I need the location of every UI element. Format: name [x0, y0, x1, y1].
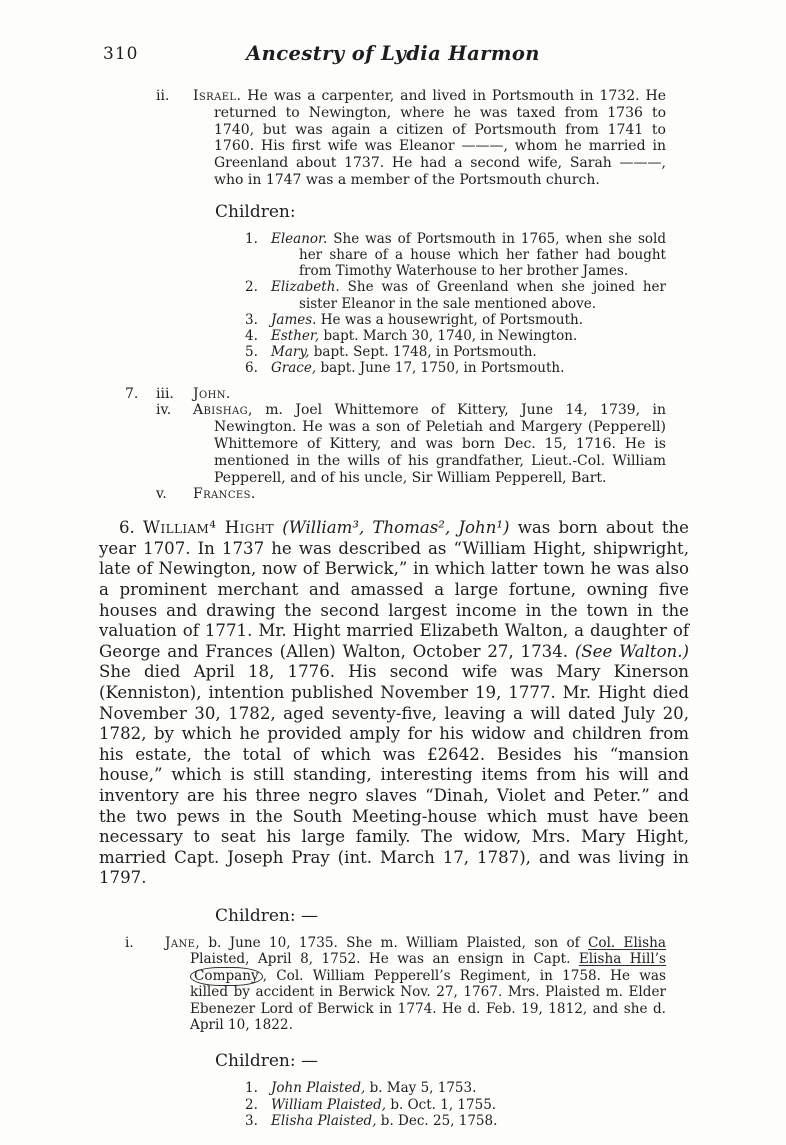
person-name: William⁴ Hight [143, 518, 275, 538]
child-number: 3. [245, 311, 258, 328]
generation-number-col [125, 402, 156, 486]
child-text [271, 328, 666, 344]
child-text [271, 1097, 666, 1113]
annotation-circle: Company [190, 967, 263, 986]
entry-text [193, 88, 666, 189]
entry-body: m. Joel Whittemore of Kittery, June 14, 1739, in Newington. He was a son of Peletiah and Margery (Pepperell) Whittemore of Kittery, and was born Dec. 15, 1716. He is mentioned in the wills of his grandfather, Lieut.-Col. William Pepperell, and of his uncle, Sir William Pepperell, Bart. [214, 402, 666, 486]
paragraph-william-hight [99, 518, 689, 889]
children-list-1 [245, 231, 666, 377]
child-text [271, 231, 666, 280]
annotation-underline: Elisha Hill’s [578, 951, 666, 968]
entry-text [193, 386, 666, 403]
child-name: Grace, [271, 360, 317, 377]
child-name: William Plaisted, [271, 1096, 387, 1113]
child-body: b. Dec. 25, 1758. [380, 1112, 498, 1129]
child-name: James. [271, 311, 317, 328]
child-body: b. Oct. 1, 1755. [390, 1096, 497, 1113]
entry-text [165, 935, 666, 1033]
entry-text [193, 486, 666, 503]
child-number: 6. [245, 360, 258, 377]
child-body: She was of Portsmouth in 1765, when she sold her share of a house which her father had bought from Timothy Waterhouse to her brother James. [299, 230, 666, 280]
child-name: Elisha Plaisted, [271, 1112, 377, 1129]
child-item [245, 279, 666, 311]
entry-text [193, 402, 666, 486]
child-item [245, 360, 666, 376]
child-name: Mary, [271, 344, 310, 361]
paragraph-body: was born about the year 1707. In 1737 he was described as “William Hight, shipwright, late of Newington, now of Berwick,” in which latter town he was also a prominent merchant and amassed a large fortune, owning five houses and drawing the second largest income in the town in the valuation of 1771. Mr. Hight married Elizabeth Walton, a daughter of George and Frances (Allen) Walton, October 27, 1734. [99, 518, 690, 661]
child-name: John Plaisted, [271, 1080, 366, 1097]
entry-body: Plaisted, April 8, 1752. He was an ensign in Capt. [190, 951, 571, 968]
child-item [245, 231, 666, 280]
lineage: (William³, Thomas², John¹) [282, 518, 510, 538]
generation-number-col [125, 88, 156, 189]
child-text [271, 312, 666, 328]
children-list-3 [245, 1080, 666, 1129]
roman-numeral: i. [125, 934, 134, 951]
person-name: Frances. [193, 486, 256, 503]
child-number: 1. [245, 1080, 258, 1097]
child-body: She was of Greenland when she joined her sister Eleanor in the sale mentioned above. [299, 279, 666, 312]
entry-body: He was a carpenter, and lived in Portsmouth in 1732. He returned to Newington, where he was taxed from 1736 to 1740, but was again a citizen of Portsmouth from 1741 to 1760. His first wife was Eleanor ———, whom he married in Greenland about 1737. He had a second wife, Sarah ———, who in 1747 was a member of the Portsmouth church. [214, 88, 667, 188]
child-name: Elizabeth. [271, 279, 340, 296]
entries-group [0, 386, 786, 504]
child-item [245, 344, 666, 360]
child-body: bapt. Sept. 1748, in Portsmouth. [313, 344, 537, 361]
child-number: 4. [245, 328, 258, 344]
child-number: 3. [245, 1112, 258, 1129]
roman-numeral: v. [156, 486, 167, 503]
child-item [245, 328, 666, 344]
roman-numeral: iv. [156, 402, 172, 419]
child-item [245, 1080, 666, 1096]
person-name: Jane, [165, 934, 201, 951]
child-text [271, 344, 666, 360]
child-body: bapt. March 30, 1740, in Newington. [323, 328, 578, 344]
entry-frances [125, 486, 666, 503]
entry-jane [125, 935, 666, 1033]
entry-abishag [125, 402, 666, 486]
child-name: Eleanor. [271, 230, 328, 247]
child-name: Esther, [271, 328, 320, 344]
entry-body: b. June 10, 1735. She m. William Plaisted, son of [208, 934, 580, 951]
person-number: 6. [119, 518, 135, 538]
generation-number-col [125, 486, 156, 503]
child-text [271, 1080, 666, 1096]
running-header-title: Ancestry of Lydia Harmon [246, 42, 540, 65]
roman-numeral: ii. [156, 88, 170, 104]
child-text [271, 360, 666, 376]
page-number: 310 [103, 44, 139, 64]
generation-number: 7. [125, 385, 139, 402]
person-name: John. [193, 385, 231, 402]
children-heading-2: Children: — [215, 905, 318, 926]
children-heading-3: Children: — [215, 1051, 318, 1072]
child-body: He was a housewright, of Portsmouth. [320, 311, 584, 328]
annotation-underline: Col. Elisha [587, 934, 666, 951]
entry-body: , Col. William Pepperell’s Regiment, in 1758. He was killed by accident in Berwick Nov. 27, 1767. Mrs. Plaisted m. Elder Ebenezer Lord of Berwick in 1774. He d. Feb. 19, 1812, and she d. April 10, 1822. [190, 967, 666, 1033]
child-number: 2. [245, 1096, 258, 1113]
person-name: Israel. [193, 88, 242, 104]
roman-numeral: iii. [156, 385, 174, 402]
child-body: bapt. June 17, 1750, in Portsmouth. [320, 360, 565, 377]
child-number: 5. [245, 344, 258, 361]
child-item [245, 312, 666, 328]
child-text [271, 1113, 666, 1129]
child-text [271, 279, 666, 311]
person-name: Abishag, [193, 402, 253, 419]
paragraph-body: She died April 18, 1776. His second wife was Mary Kinerson (Kenniston), intention published November 19, 1777. Mr. Hight died November 30, 1782, aged seventy-five, leaving a will dated July 20, 1782, by which he provided amply for his widow and children from his estate, the total of which was £2642. Besides his “mansion house,” which is still standing, interesting items from his will and inventory are his three negro slaves “Dinah, Violet and Peter.” and the two pews in the South Meeting-house which must have been necessary to seat his large family. The widow, Mrs. Mary Hight, married Capt. Joseph Pray (int. March 17, 1787), and was living in 1797. [99, 662, 689, 888]
child-item [245, 1113, 666, 1129]
entry-john [125, 386, 666, 403]
children-heading-1: Children: [215, 201, 296, 222]
child-item [245, 1097, 666, 1113]
entry-israel [125, 88, 666, 189]
child-body: b. May 5, 1753. [369, 1080, 477, 1097]
child-number: 2. [245, 279, 258, 296]
see-reference: (See Walton.) [574, 641, 689, 661]
child-number: 1. [245, 230, 258, 247]
